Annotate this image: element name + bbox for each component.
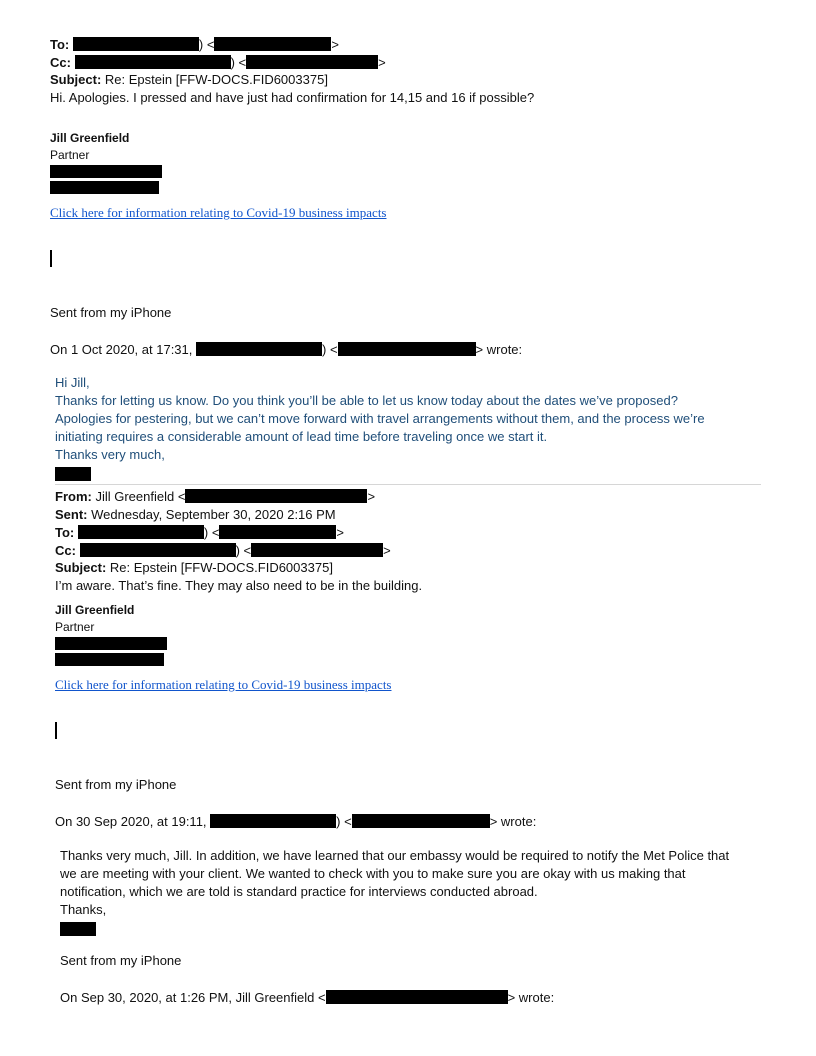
quote-intro-prefix: On 30 Sep 2020, at 19:11, [55, 814, 207, 829]
quote-line: Thanks very much, Jill. In addition, we have learned that our embassy would be required to notify the Met Police that [60, 848, 730, 863]
text-cursor [50, 250, 52, 267]
sent-label: Sent: [55, 507, 88, 522]
redaction [219, 525, 336, 539]
sent-from-iphone: Sent from my iPhone [55, 777, 177, 792]
signature-title: Partner [50, 148, 90, 162]
subject-line [50, 71, 328, 89]
punct: ) < [198, 37, 215, 52]
redaction [50, 165, 162, 178]
quote-intro [60, 989, 554, 1007]
redaction [55, 653, 164, 666]
text-cursor [55, 722, 57, 739]
divider [55, 484, 761, 485]
redaction [196, 342, 322, 356]
redaction [73, 37, 199, 51]
punct: > [367, 489, 376, 504]
redaction [352, 814, 490, 828]
punct: ) < [336, 814, 352, 829]
quote-line: Thanks for letting us know. Do you think you’ll be able to let us know today about the dates we’ve proposed? [55, 393, 678, 408]
redaction [251, 543, 383, 557]
sent-line [55, 506, 336, 524]
redaction [50, 181, 159, 194]
to-line [55, 524, 344, 542]
message-body: Hi. Apologies. I pressed and have just had confirmation for 14,15 and 16 if possible? [50, 90, 535, 105]
cc-label: Cc: [55, 543, 76, 558]
message-body: I’m aware. That’s fine. They may also need to be in the building. [55, 578, 423, 593]
punct: > [378, 55, 386, 70]
redaction [210, 814, 336, 828]
subject-label: Subject: [50, 72, 102, 87]
quote-intro-prefix: On 1 Oct 2020, at 17:31, [50, 342, 193, 357]
subject-line [55, 559, 333, 577]
sent-value: Wednesday, September 30, 2020 2:16 PM [91, 507, 336, 522]
punct: ) < [230, 55, 247, 70]
quote-intro [50, 341, 522, 359]
to-line [50, 36, 339, 54]
redaction [246, 55, 378, 69]
quote-line: we are meeting with your client. We wanted to check with you to make sure you are okay with us making that [60, 866, 686, 881]
subject-value: Re: Epstein [FFW-DOCS.FID6003375] [109, 560, 333, 575]
quote-line: notification, which we are told is standard practice for interviews conducted abroad. [60, 884, 538, 899]
redaction [80, 543, 236, 557]
subject-label: Subject: [55, 560, 107, 575]
to-label: To: [55, 525, 75, 540]
quote-wrote: > wrote: [475, 342, 523, 357]
quote-greeting: Hi Jill, [55, 375, 90, 390]
quote-line: Apologies for pestering, but we can’t move forward with travel arrangements without them, and the process we’re [55, 411, 705, 426]
redaction [78, 525, 204, 539]
punct: ) < [235, 543, 252, 558]
quote-signoff: Thanks, [60, 902, 107, 917]
sent-from-iphone: Sent from my iPhone [60, 953, 182, 968]
punct: > [336, 525, 345, 540]
signature-name: Jill Greenfield [55, 603, 135, 617]
redaction [185, 489, 367, 503]
punct: ) < [203, 525, 220, 540]
punct: > [331, 37, 340, 52]
redaction [55, 467, 91, 481]
redaction [338, 342, 476, 356]
quote-intro-prefix: On Sep 30, 2020, at 1:26 PM, Jill Greenfield < [60, 990, 326, 1005]
signature-name: Jill Greenfield [50, 131, 130, 145]
from-line [55, 488, 375, 506]
covid-info-link[interactable]: Click here for information relating to Covid-19 business impacts [50, 205, 387, 220]
redaction [214, 37, 331, 51]
cc-line [50, 54, 386, 72]
quote-wrote: > wrote: [507, 990, 555, 1005]
quote-signoff: Thanks very much, [55, 447, 165, 462]
quote-intro [55, 813, 536, 831]
quote-line: initiating requires a considerable amount of lead time before traveling once we start it. [55, 429, 548, 444]
signature-title: Partner [55, 620, 95, 634]
cc-label: Cc: [50, 55, 71, 70]
punct: ) < [322, 342, 338, 357]
redaction [326, 990, 508, 1004]
from-label: From: [55, 489, 92, 504]
sent-from-iphone: Sent from my iPhone [50, 305, 172, 320]
to-label: To: [50, 37, 70, 52]
punct: > [383, 543, 391, 558]
redaction [55, 637, 167, 650]
cc-line [55, 542, 391, 560]
quote-wrote: > wrote: [489, 814, 537, 829]
redaction [60, 922, 96, 936]
redaction [75, 55, 231, 69]
subject-value: Re: Epstein [FFW-DOCS.FID6003375] [104, 72, 328, 87]
covid-info-link[interactable]: Click here for information relating to Covid-19 business impacts [55, 677, 392, 692]
from-name: Jill Greenfield < [95, 489, 186, 504]
